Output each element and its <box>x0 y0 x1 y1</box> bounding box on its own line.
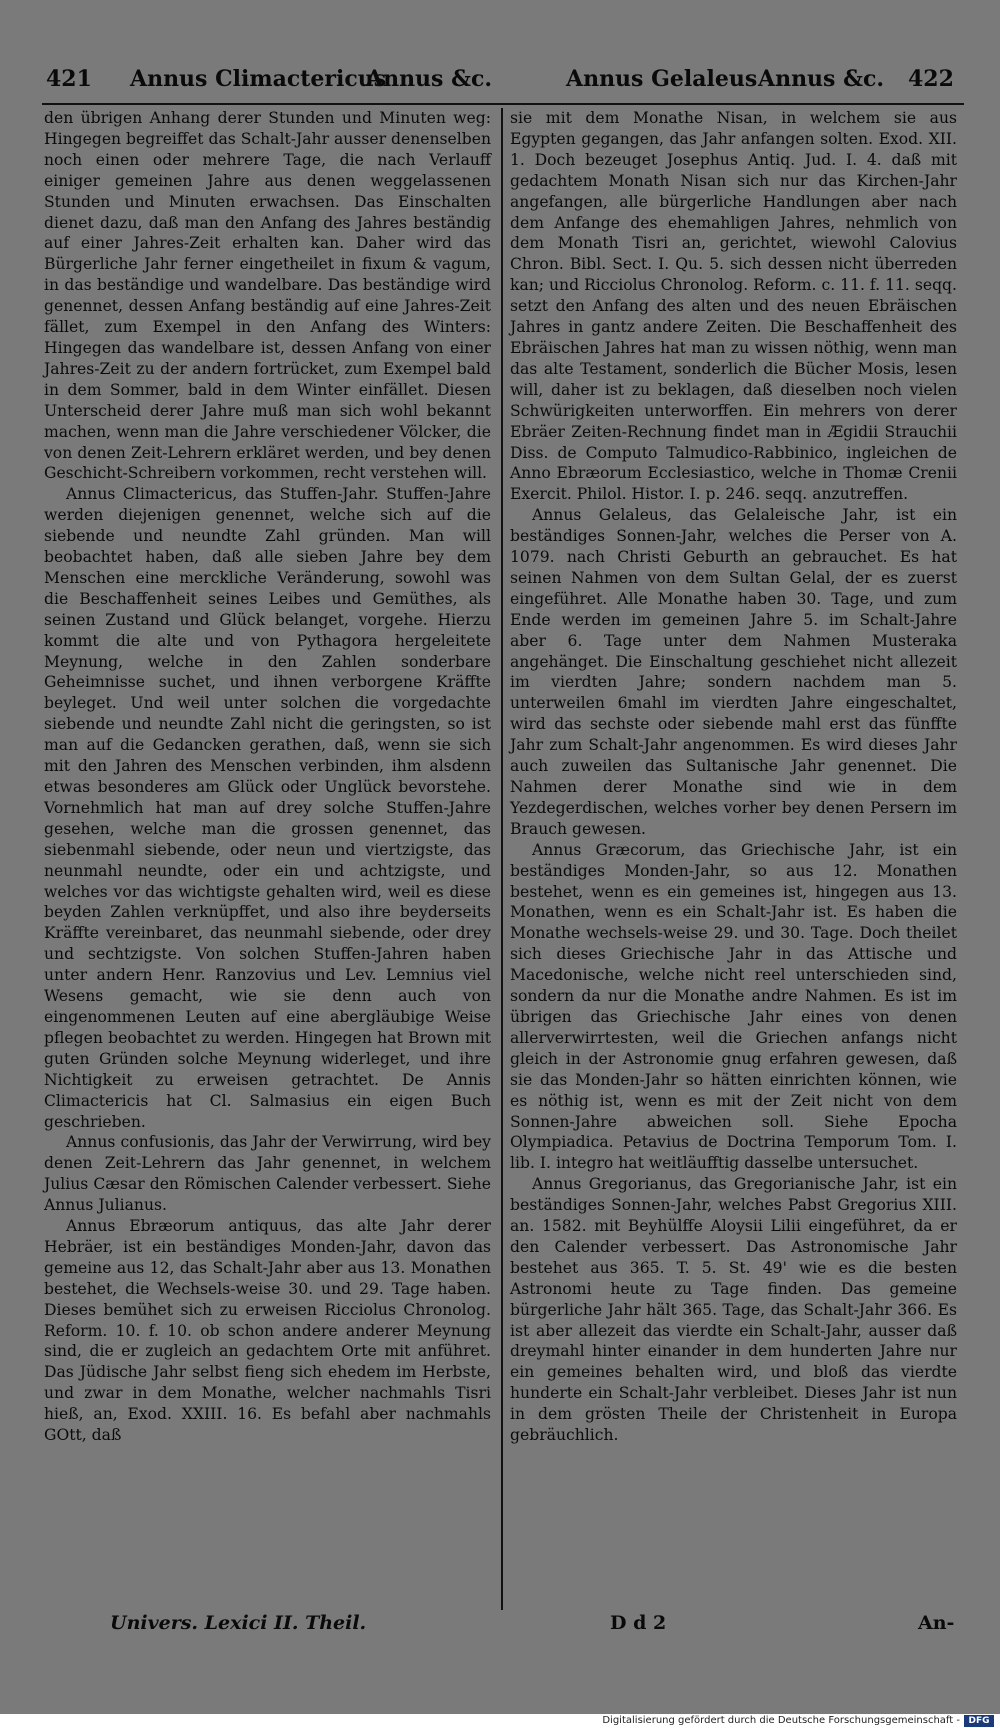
left-running-title: Annus Climactericus <box>130 66 387 92</box>
running-header <box>0 66 1000 100</box>
right-running-title-2: Annus &c. <box>758 66 885 92</box>
left-paragraph-2: Annus Climactericus, das Stuffen-Jahr. Stuffen-Jahre werden diejenigen genennet, welche sich auf die siebende und neundte Zahl gründen. Man will beobachtet haben, daß alle sieben Jahre bey dem Menschen eine merckliche Veränderung, sowohl was die Beschaffenheit seines Leibes und Gemüthes, als seinen Zustand und Glück belanget, vorgehe. Hierzu kommt die alte und von Pythagora hergeleitete Meynung, welche in den Zahlen sonderbare Geheimnisse suchet, und ihnen verborgene Kräffte beyleget. Und weil unter solchen die vorgedachte siebende und neundte Zahl nicht die geringsten, so ist man auf die Gedancken gerathen, daß, wenn sie sich mit den Jahren des Menschen verbinden, ihm alsdenn etwas besonderes am Glück oder Unglück bevorstehe. Vornehmlich hat man auf drey solche Stuffen-Jahre gesehen, welche man die grossen genennet, das siebenmahl siebende, oder neun und viertzigste, das neunmahl neundte, oder ein und achtzigste, und welches vor das wichtigste gehalten wird, weil es diese beyden Zahlen verknüpffet, und also ihre beyderseits Kräffte vereinbaret, das neunmahl siebende, oder drey und sechtzigste. Von solchen Stuffen-Jahren haben unter andern Henr. Ranzovius und Lev. Lemnius viel Wesens gemacht, wie sie denn auch von eingenommenen Leuten auf eine abergläubige Weise pflegen beobachtet zu werden. Hingegen hat Brown mit guten Gründen solche Meynung widerleget, und ihre Nichtigkeit zu erweisen getrachtet. De Annis Climactericis hat Cl. Salmasius ein eigen Buch geschrieben. <box>44 485 491 1131</box>
footer-gathering-mark: D d 2 <box>610 1612 667 1634</box>
right-paragraph-1: sie mit dem Monathe Nisan, in welchem sie aus Egypten gegangen, das Jahr anfangen solten. Exod. XII. 1. Doch bezeuget Josephus Antiq. Jud. I. 4. daß mit gedachtem Monath Nisan sich nur das Kirchen-Jahr angefangen, alle bürgerliche Handlungen aber nach dem Anfange des ehemahligen Jahres, nehmlich von dem Monath Tisri an, gerichtet, wiewohl Calovius Chron. Bibl. Sect. I. Qu. 5. sich dessen nicht überreden kan; und Ricciolus Chronolog. Reform. c. 11. f. 11. seqq. setzt den Anfang des alten und des neuen Ebräischen Jahres in gantz andere Zeiten. Die Beschaffenheit des Ebräischen Jahres hat man zu wissen nöthig, wenn man das alte Testament, sonderlich die Bücher Mosis, lesen will, daher ist zu beklagen, daß dieselben noch vielen Schwürigkeiten unterworffen. Ein mehrers von derer Ebräer Zeiten-Rechnung findet man in Ægidii Strauchii Diss. de Computo Talmudico-Rabbinico, ingleichen de Anno Ebræorum Ecclesiastico, welche in Thomæ Crenii Exercit. Philol. Histor. I. p. 246. seqq. anzutreffen. <box>510 109 957 504</box>
right-paragraph-3: Annus Græcorum, das Griechische Jahr, ist ein beständiges Monden-Jahr, so aus 12. Monathen bestehet, wenn es ein gemeines ist, hingegen aus 13. Monathen, wenn es ein Schalt-Jahr ist. Es haben die Monathe wechsels-weise 29. und 30. Tage. Doch theilet sich dieses Griechische Jahr in das Attische und Macedonische, welche nicht reel unterschieden sind, sondern da nur die Monathe andre Nahmen. Es ist im übrigen das Griechische Jahr eines von denen allerverwirrtesten, weil die Griechen anfangs nicht gleich in der Astronomie gnug erfahren gewesen, daß sie das Monden-Jahr so hätten einrichten können, wie es nöthig ist, wenn es mit der Zeit nicht von dem Sonnen-Jahre abweichen soll. Siehe Epocha Olympiadica. Petavius de Doctrina Temporum Tom. I. lib. I. integro hat weitläufftig dasselbe untersuchet. <box>510 840 957 1173</box>
footer-signature: Univers. Lexici II. Theil. <box>110 1612 367 1634</box>
left-page-number: 421 <box>46 66 92 92</box>
right-running-title: Annus Gelaleus <box>566 66 758 92</box>
digitization-credit: Digitalisierung gefördert durch die Deutsche Forschungsgemeinschaft - <box>602 1715 960 1726</box>
left-paragraph-4: Annus Ebræorum antiquus, das alte Jahr derer Hebräer, ist ein beständiges Monden-Jahr, davon das gemeine aus 12, das Schalt-Jahr aber aus 13. Monathen bestehet, die Wechsels-weise 30. und 29. Tage haben. Dieses bemühet sich zu erweisen Ricciolus Chronolog. Reform. 10. f. 10. ob schon andere anderer Meynung sind, die er zugleich an gedachtem Orte mit anführet. Das Jüdische Jahr selbst fieng sich ehedem im Herbste, und zwar in dem Monathe, welcher nachmahls Tisri hieß, an, Exod. XXIII. 16. Es befahl aber nachmahls GOtt, daß <box>44 1217 491 1445</box>
left-running-title-2: Annus &c. <box>366 66 493 92</box>
right-column <box>510 108 957 1446</box>
right-paragraph-2: Annus Gelaleus, das Gelaleische Jahr, ist ein beständiges Sonnen-Jahr, welches die Perser von A. 1079. nach Christi Geburth an gebrauchet. Es hat seinen Nahmen von dem Sultan Gelal, der es zuerst eingeführet. Alle Monathe haben 30. Tage, und zum Ende werden im gemeinen Jahre 5. im Schalt-Jahre aber 6. Tage unter dem Nahmen Musteraka angehänget. Die Einschaltung geschiehet nicht allezeit im vierdten Jahre; sondern nachdem man 5. unterweilen 6mahl im vierdten Jahre eingeschaltet, wird das sechste oder siebende mahl erst das fünffte Jahr zum Schalt-Jahr angenommen. Es wird dieses Jahr auch zuweilen das Sultanische Jahr genennet. Die Nahmen derer Monathe sind wie in dem Yezdegerdischen, welches vorher bey denen Persern im Brauch gewesen. <box>510 506 957 838</box>
right-page-number: 422 <box>908 66 954 92</box>
footer-catchword: An- <box>918 1612 955 1634</box>
column-divider <box>501 108 503 1610</box>
dfg-logo-icon: DFG <box>964 1715 994 1727</box>
left-column <box>44 108 491 1446</box>
left-paragraph-1: den übrigen Anhang derer Stunden und Minuten weg: Hingegen begreiffet das Schalt-Jahr ausser denenselben noch einen oder mehrere Tage, die nach Verlauff einiger gemeinen Jahre aus denen weggelassenen Stunden und Minuten erwachsen. Das Einschalten dienet dazu, daß man den Anfang des Jahres beständig auf einer Jahres-Zeit erhalten kan. Daher wird das Bürgerliche Jahr ferner eingetheilet in fixum & vagum, in das beständige und wandelbare. Das beständige wird genennet, dessen Anfang beständig auf eine Jahres-Zeit fället, zum Exempel in den Anfang des Winters: Hingegen das wandelbare ist, dessen Anfang von einer Jahres-Zeit zu der andern fortrücket, zum Exempel bald in dem Sommer, bald in dem Winter einfället. Diesen Unterscheid derer Jahre muß man sich wohl bekannt machen, wenn man die Jahre verschiedener Völcker, die von denen Zeit-Lehrern erkläret werden, und bey denen Geschicht-Schreibern vorkommen, recht verstehen will. <box>44 109 491 483</box>
header-rule <box>42 103 964 105</box>
right-paragraph-4: Annus Gregorianus, das Gregorianische Jahr, ist ein beständiges Sonnen-Jahr, welches Pabst Gregorius XIII. an. 1582. mit Beyhülffe Aloysii Lilii eingeführet, da er den Calender verbessert. Das Astronomische Jahr bestehet aus 365. T. 5. St. 49' wie es die besten Astronomi heute zu Tage finden. Das gemeine bürgerliche Jahr hält 365. Tage, das Schalt-Jahr 366. Es ist aber allezeit das vierdte ein Schalt-Jahr, ausser daß dreymahl hinter einander in dem hunderten Jahre nur ein gemeines behalten wird, und bloß das vierdte hunderte ein Schalt-Jahr verbleibet. Dieses Jahr ist nun in dem grösten Theile der Christenheit in Europa gebräuchlich. <box>510 1175 957 1445</box>
left-paragraph-3: Annus confusionis, das Jahr der Verwirrung, wird bey denen Zeit-Lehrern das Jahr genennet, in welchem Julius Cæsar den Römischen Calender verbessert. Siehe Annus Julianus. <box>44 1133 491 1215</box>
